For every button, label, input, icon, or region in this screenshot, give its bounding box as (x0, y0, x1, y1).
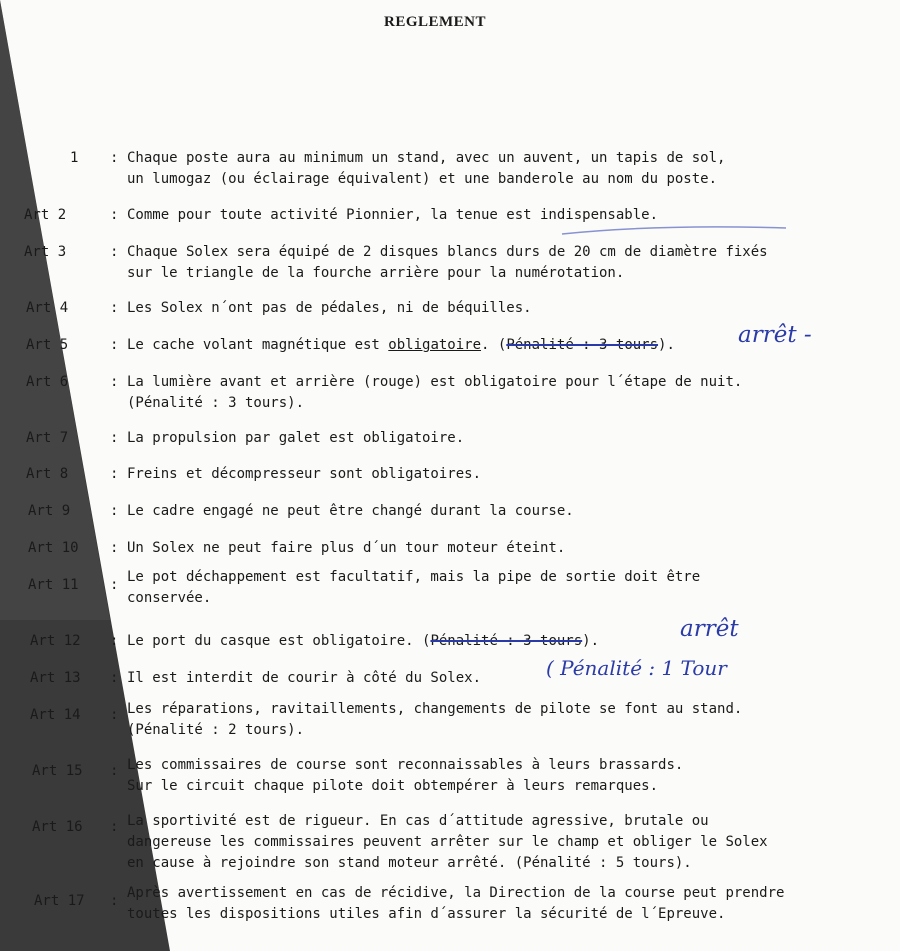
colon: : (110, 244, 119, 260)
article-text: Il est interdit de courir à côté du Solex. (127, 670, 482, 686)
article-label: Art 17 (34, 893, 85, 909)
article-text: sur le triangle de la fourche arrière pour la numérotation. (127, 265, 625, 281)
colon: : (110, 819, 119, 835)
article-label: Art 14 (30, 707, 81, 723)
article-text: Chaque poste aura au minimum un stand, avec un auvent, un tapis de sol, (127, 150, 726, 166)
article-text: un lumogaz (ou éclairage équivalent) et une banderole au nom du poste. (127, 171, 718, 187)
colon: : (110, 763, 119, 779)
struck-penalty: Pénalité : 3 tours (430, 633, 583, 649)
article-label: Art 16 (32, 819, 83, 835)
colon: : (110, 207, 119, 223)
article-text: Les Solex n´ont pas de pédales, ni de béquilles. (127, 300, 532, 316)
article-text: Sur le circuit chaque pilote doit obtempérer à leurs remarques. (127, 778, 659, 794)
article-text: (Pénalité : 2 tours). (127, 722, 305, 738)
colon: : (110, 430, 119, 446)
article-label: Art 11 (28, 577, 79, 593)
document-title: REGLEMENT (383, 14, 486, 30)
article-text: Comme pour toute activité Pionnier, la tenue est indispensable. (127, 207, 659, 223)
article-text: Le cache volant magnétique est obligatoire. (Pénalité : 3 tours). (127, 337, 675, 353)
colon: : (110, 577, 119, 593)
article-text: Le port du casque est obligatoire. (Pénalité : 3 tours). (127, 633, 600, 649)
article-text: Chaque Solex sera équipé de 2 disques blancs durs de 20 cm de diamètre fixés (127, 244, 768, 260)
article-text: toutes les dispositions utiles afin d´assurer la sécurité de l´Epreuve. (127, 906, 726, 922)
article-label: Art 13 (30, 670, 81, 686)
article-text: Freins et décompresseur sont obligatoires. (127, 466, 482, 482)
article-label: 1 (70, 150, 79, 166)
article-text: La lumière avant et arrière (rouge) est obligatoire pour l´étape de nuit. (127, 374, 743, 390)
colon: : (110, 337, 119, 353)
colon: : (110, 707, 119, 723)
article-text: dangereuse les commissaires peuvent arrêter sur le champ et obliger le Solex (127, 834, 768, 850)
article-label: Art 2 (24, 207, 67, 223)
handwritten-annotation: ( Pénalité : 1 Tour (546, 656, 727, 680)
article-label: Art 12 (30, 633, 81, 649)
colon: : (110, 540, 119, 556)
colon: : (110, 300, 119, 316)
article-label: Art 4 (26, 300, 69, 316)
article-text: Les réparations, ravitaillements, changements de pilote se font au stand. (127, 701, 743, 717)
colon: : (110, 374, 119, 390)
handwritten-annotation: arrêt (680, 616, 739, 642)
article-text: La sportivité est de rigueur. En cas d´attitude agressive, brutale ou (127, 813, 709, 829)
article-text: Un Solex ne peut faire plus d´un tour moteur éteint. (127, 540, 566, 556)
article-text: La propulsion par galet est obligatoire. (127, 430, 465, 446)
colon: : (110, 150, 119, 166)
colon: : (110, 670, 119, 686)
colon: : (110, 466, 119, 482)
article-label: Art 5 (26, 337, 69, 353)
article-text: Le cadre engagé ne peut être changé durant la course. (127, 503, 574, 519)
colon: : (110, 633, 119, 649)
colon: : (110, 893, 119, 909)
article-text: (Pénalité : 3 tours). (127, 395, 305, 411)
underlined-word: obligatoire (388, 337, 482, 353)
struck-penalty: Pénalité : 3 tours (506, 337, 659, 353)
article-text: Les commissaires de course sont reconnaissables à leurs brassards. (127, 757, 684, 773)
article-label: Art 8 (26, 466, 69, 482)
article-label: Art 3 (24, 244, 67, 260)
article-text: Le pot déchappement est facultatif, mais la pipe de sortie doit être (127, 569, 701, 585)
article-label: Art 7 (26, 430, 69, 446)
article-label: Art 6 (26, 374, 69, 390)
article-label: Art 15 (32, 763, 83, 779)
colon: : (110, 503, 119, 519)
article-text: conservée. (127, 590, 212, 606)
handwritten-annotation: arrêt - (738, 322, 812, 348)
article-label: Art 10 (28, 540, 79, 556)
handwritten-stroke (560, 220, 790, 240)
article-text: en cause à rejoindre son stand moteur arrêté. (Pénalité : 5 tours). (127, 855, 692, 871)
article-text: Après avertissement en cas de récidive, la Direction de la course peut prendre (127, 885, 785, 901)
article-label: Art 9 (28, 503, 71, 519)
